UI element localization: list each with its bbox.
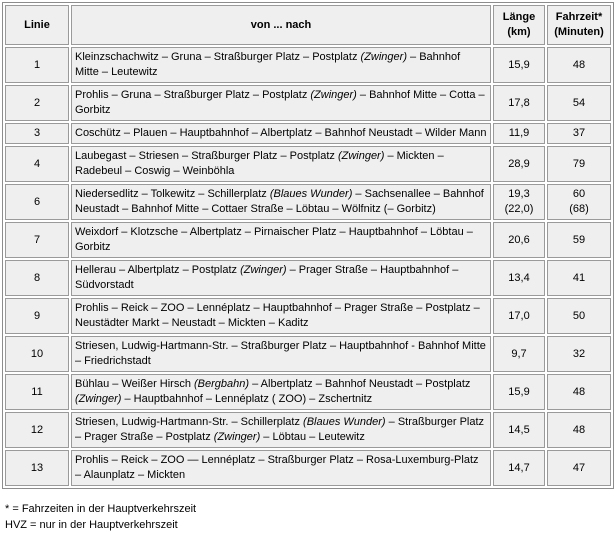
route-cell — [71, 412, 491, 448]
route-text: Hellerau – Albertplatz – Postplatz — [75, 264, 241, 276]
table-row — [5, 146, 611, 182]
route-landmark: (Zwinger) — [75, 393, 122, 405]
route-cell — [71, 450, 491, 486]
table-body — [5, 47, 611, 486]
route-landmark: (Bergbahn) — [194, 378, 250, 390]
route-cell — [71, 260, 491, 296]
length-cell: 11,9 — [493, 123, 545, 144]
time-cell: 48 — [547, 412, 611, 448]
time-cell: 47 — [547, 450, 611, 486]
route-text: – Bahnhof Mitte – Cotta – Gorbitz — [75, 89, 485, 116]
line-number: 6 — [5, 184, 69, 220]
length-cell: 9,7 — [493, 336, 545, 372]
route-text: Prohlis – Gruna – Straßburger Platz – Postplatz — [75, 89, 311, 101]
line-number: 8 — [5, 260, 69, 296]
route-landmark: (Blaues Wunder) — [269, 188, 353, 200]
line-number: 12 — [5, 412, 69, 448]
footnote-time: * = Fahrzeiten in der Hauptverkehrszeit — [5, 503, 197, 515]
footnotes — [2, 501, 614, 533]
length-cell: 15,9 — [493, 47, 545, 83]
route-text: Striesen, Ludwig-Hartmann-Str. – Straßburger Platz – Hauptbahnhof - Bahnhof Mitte – Friedrichstadt — [75, 340, 486, 367]
route-landmark: (Zwinger) — [337, 150, 385, 162]
time-cell: 79 — [547, 146, 611, 182]
line-number: 3 — [5, 123, 69, 144]
route-text: Striesen, Ludwig-Hartmann-Str. – Schillerplatz — [75, 416, 304, 428]
header-row — [5, 5, 611, 45]
line-number: 11 — [5, 374, 69, 410]
header-route: von ... nach — [71, 5, 491, 45]
length-cell: 17,0 — [493, 298, 545, 334]
time-cell: 41 — [547, 260, 611, 296]
route-landmark: (Zwinger) — [360, 51, 407, 63]
route-text: Niedersedlitz – Tolkewitz – Schillerplatz — [75, 188, 270, 200]
route-cell — [71, 374, 491, 410]
length-cell: 15,9 — [493, 374, 545, 410]
table-row — [5, 123, 611, 144]
route-cell — [71, 85, 491, 121]
route-cell — [71, 146, 491, 182]
route-text: Weixdorf – Klotzsche – Albertplatz – Pirnaischer Platz – Hauptbahnhof – Löbtau – Gorbitz — [75, 226, 473, 253]
route-cell — [71, 184, 491, 220]
line-number: 2 — [5, 85, 69, 121]
route-landmark: (Zwinger) — [240, 264, 287, 276]
table-row — [5, 298, 611, 334]
tram-lines-table — [2, 2, 614, 489]
route-cell — [71, 298, 491, 334]
route-landmark: (Zwinger) — [310, 89, 357, 101]
route-text: – Albertplatz – Bahnhof Neustadt – Postplatz — [249, 378, 471, 390]
header-line: Linie — [5, 5, 69, 45]
length-cell: 17,8 — [493, 85, 545, 121]
line-number: 7 — [5, 222, 69, 258]
time-cell: 50 — [547, 298, 611, 334]
table-row — [5, 450, 611, 486]
time-cell: 32 — [547, 336, 611, 372]
line-number: 9 — [5, 298, 69, 334]
footnote-hvz: HVZ = nur in der Hauptverkehrszeit — [5, 519, 178, 531]
line-number: 4 — [5, 146, 69, 182]
table-row — [5, 47, 611, 83]
line-number: 10 — [5, 336, 69, 372]
time-cell: 48 — [547, 47, 611, 83]
line-number: 1 — [5, 47, 69, 83]
time-cell: 59 — [547, 222, 611, 258]
table-row — [5, 336, 611, 372]
route-text: – Prager Straße – Hauptbahnhof – Südvorstadt — [75, 264, 459, 291]
route-text: Coschütz – Plauen – Hauptbahnhof – Albertplatz – Bahnhof Neustadt – Wilder Mann — [75, 127, 487, 139]
route-landmark: (Blaues Wunder) — [303, 416, 386, 428]
header-time: Fahrzeit* (Minuten) — [547, 5, 611, 45]
line-number: 13 — [5, 450, 69, 486]
route-cell — [71, 47, 491, 83]
time-cell: 54 — [547, 85, 611, 121]
route-text: Kleinzschachwitz – Gruna – Straßburger Platz – Postplatz — [75, 51, 361, 63]
route-landmark: (Zwinger) — [213, 431, 261, 443]
length-cell: 28,9 — [493, 146, 545, 182]
time-cell: 60 (68) — [547, 184, 611, 220]
route-text: – Löbtau – Leutewitz — [260, 431, 365, 443]
time-cell: 37 — [547, 123, 611, 144]
length-cell: 14,7 — [493, 450, 545, 486]
length-cell: 20,6 — [493, 222, 545, 258]
table-row — [5, 260, 611, 296]
route-text: Prohlis – Reick – ZOO – Lennéplatz – Hauptbahnhof – Prager Straße – Postplatz – Neustädter Markt – Neustadt – Mickten – Kaditz — [75, 302, 480, 329]
route-cell — [71, 336, 491, 372]
route-text: – Hauptbahnhof – Lennéplatz ( ZOO) – Zschertnitz — [121, 393, 373, 405]
route-text: Laubegast – Striesen – Straßburger Platz – Postplatz — [75, 150, 338, 162]
length-cell: 19,3 (22,0) — [493, 184, 545, 220]
route-text: – Sachsenallee – Bahnhof Neustadt – Bahnhof Mitte – Cottaer Straße – Löbtau – Wölfnitz (– Gorbitz) — [75, 188, 484, 215]
tram-lines-container — [2, 2, 614, 533]
route-text: Bühlau – Weißer Hirsch — [75, 378, 195, 390]
table-row — [5, 184, 611, 220]
length-cell: 14,5 — [493, 412, 545, 448]
route-text: – Bahnhof Mitte – Leutewitz — [75, 51, 461, 78]
route-cell — [71, 123, 491, 144]
route-text: – Mickten – Radebeul – Coswig – Weinböhla — [75, 150, 444, 177]
table-row — [5, 222, 611, 258]
table-row — [5, 85, 611, 121]
table-row — [5, 412, 611, 448]
route-text: Prohlis – Reick – ZOO — Lennéplatz – Straßburger Platz – Rosa-Luxemburg-Platz – Alaunplatz – Mickten — [75, 454, 479, 481]
route-text: – Straßburger Platz – Prager Straße – Postplatz — [75, 416, 485, 443]
table-row — [5, 374, 611, 410]
header-length: Länge (km) — [493, 5, 545, 45]
time-cell: 48 — [547, 374, 611, 410]
route-cell — [71, 222, 491, 258]
length-cell: 13,4 — [493, 260, 545, 296]
